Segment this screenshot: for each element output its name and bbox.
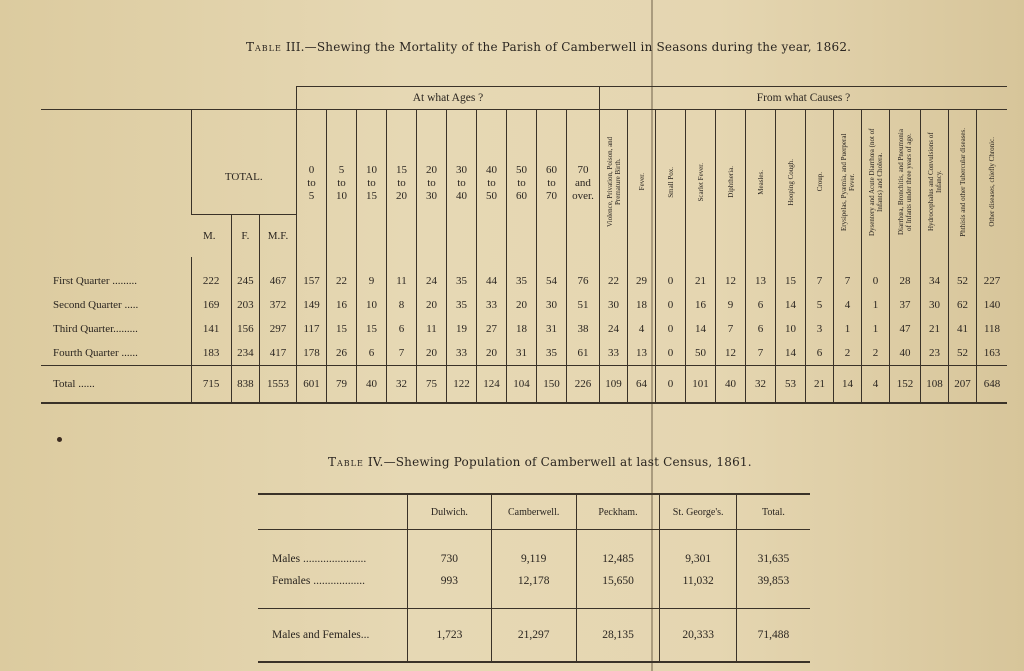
ink-spot (57, 437, 62, 442)
row-label: Males and Females... (258, 609, 408, 663)
table-cell: 207 (949, 366, 977, 404)
table-cell: 12 (716, 257, 746, 293)
table-cell: 203 (231, 293, 259, 317)
table-cell: 12 (716, 341, 746, 366)
table-cell: 183 (191, 341, 231, 366)
table-row (258, 570, 810, 609)
table-cell: 4 (862, 366, 890, 404)
table-cell: 4 (628, 317, 656, 341)
table-cell: 24 (417, 257, 447, 293)
table-cell: 222 (191, 257, 231, 293)
age-50-60: 50 to 60 (507, 110, 537, 258)
col-f: F. (231, 215, 259, 258)
table-cell: 20 (477, 341, 507, 366)
table-cell: 169 (191, 293, 231, 317)
table-cell: 7 (806, 257, 834, 293)
table-cell: 22 (327, 257, 357, 293)
table-cell: 52 (949, 257, 977, 293)
table-cell: 47 (890, 317, 921, 341)
table3-title (246, 40, 851, 54)
table-cell: 76 (567, 257, 600, 293)
total-row (258, 609, 810, 663)
table-cell: 62 (949, 293, 977, 317)
table-cell: 730 (408, 530, 492, 571)
table-cell: 3 (806, 317, 834, 341)
age-15-20: 15 to 20 (387, 110, 417, 258)
table-cell: 6 (746, 293, 776, 317)
mortality-body (41, 257, 1007, 403)
table-cell: 2 (862, 341, 890, 366)
table-cell: 33 (600, 341, 628, 366)
cause-scarlet-fever: Scarlet Fever. (686, 110, 716, 258)
table-cell: 0 (656, 257, 686, 293)
table-cell: 22 (600, 257, 628, 293)
table-cell: 152 (890, 366, 921, 404)
table-cell: 40 (357, 366, 387, 404)
cause-other-diseases: Other diseases, chiefly Chronic. (977, 110, 1008, 258)
table-cell: 19 (447, 317, 477, 341)
table-cell: 13 (628, 341, 656, 366)
table-cell: 21 (806, 366, 834, 404)
table-cell: 15 (327, 317, 357, 341)
table-cell: 0 (656, 317, 686, 341)
population-body (258, 530, 810, 663)
col-m: M. (191, 215, 231, 258)
table-cell: 6 (806, 341, 834, 366)
table-cell: 14 (776, 293, 806, 317)
row-label: Second Quarter ..... (53, 299, 139, 311)
table-cell: 16 (686, 293, 716, 317)
table-cell: 20 (417, 341, 447, 366)
cause-fever: Fever. (628, 110, 656, 258)
table-cell: 15,650 (576, 570, 660, 609)
table-cell: 108 (921, 366, 949, 404)
table-cell: 101 (686, 366, 716, 404)
table4-title-prefix: Table (328, 455, 364, 469)
table-cell: 39,853 (736, 570, 810, 609)
table-cell: 37 (890, 293, 921, 317)
table-cell: 0 (656, 293, 686, 317)
table-cell: 41 (949, 317, 977, 341)
table-cell: 156 (231, 317, 259, 341)
table-cell: 104 (507, 366, 537, 404)
age-5-10: 5 to 10 (327, 110, 357, 258)
table-cell: 34 (921, 257, 949, 293)
table-cell: 9,301 (660, 530, 736, 571)
cause-diarrhoea-infants: Diarrhœa, Bronchitis, and Pneumonia of Infants under three years of age. (890, 110, 921, 258)
table-cell: 0 (656, 341, 686, 366)
table-cell: 24 (600, 317, 628, 341)
table-cell: 140 (977, 293, 1008, 317)
table-cell: 38 (567, 317, 600, 341)
table-cell: 141 (191, 317, 231, 341)
table-cell: 29 (628, 257, 656, 293)
table-cell: 28 (890, 257, 921, 293)
table-cell: 467 (259, 257, 296, 293)
age-10-15: 10 to 15 (357, 110, 387, 258)
table4-title (328, 455, 752, 469)
row-label: Females .................. (272, 575, 365, 587)
table-cell: 245 (231, 257, 259, 293)
table-cell: 14 (686, 317, 716, 341)
table-cell: 50 (686, 341, 716, 366)
table-cell: 10 (357, 293, 387, 317)
age-0-5: 0 to 5 (297, 110, 327, 258)
table-cell: 417 (259, 341, 296, 366)
age-20-30: 20 to 30 (417, 110, 447, 258)
table-cell: 838 (231, 366, 259, 404)
table-cell: 51 (567, 293, 600, 317)
table-cell: 993 (408, 570, 492, 609)
cause-dysentery: Dysentery and Acute Diarrhœa (not of Infants) and Cholera. (862, 110, 890, 258)
table-cell: 9 (716, 293, 746, 317)
table-cell: 79 (327, 366, 357, 404)
col-st-georges: St. George's. (660, 494, 736, 530)
table-cell: 52 (949, 341, 977, 366)
col-peckham: Peckham. (576, 494, 660, 530)
table-cell: 2 (834, 341, 862, 366)
table-cell: 109 (600, 366, 628, 404)
table-row (41, 293, 1007, 317)
table-cell: 6 (357, 341, 387, 366)
population-table (258, 493, 810, 663)
table-cell: 5 (806, 293, 834, 317)
col-camberwell: Camberwell. (491, 494, 576, 530)
cause-diphtheria: Diphtheria. (716, 110, 746, 258)
table-cell: 31 (537, 317, 567, 341)
cause-hydrocephalus: Hydrocephalus and Convulsions of Infancy. (921, 110, 949, 258)
cause-croup: Croup. (806, 110, 834, 258)
table-cell: 15 (776, 257, 806, 293)
table-cell: 31 (507, 341, 537, 366)
cause-small-pox: Small Pox. (656, 110, 686, 258)
table-cell: 1553 (259, 366, 296, 404)
cause-phthisis: Phthisis and other Tubercular diseases. (949, 110, 977, 258)
table-cell: 6 (746, 317, 776, 341)
table-cell: 14 (834, 366, 862, 404)
ages-header: At what Ages ? (297, 87, 600, 110)
table-cell: 11,032 (660, 570, 736, 609)
table-cell: 122 (447, 366, 477, 404)
table-cell: 226 (567, 366, 600, 404)
causes-header: From what Causes ? (600, 87, 1008, 110)
row-label: First Quarter ......... (53, 275, 138, 287)
table-cell: 715 (191, 366, 231, 404)
table-cell: 32 (746, 366, 776, 404)
cause-erysipelas: Erysipelas, Pyæmia, and Puerperal Fever. (834, 110, 862, 258)
table-cell: 35 (447, 257, 477, 293)
cause-hooping-cough: Hooping Cough. (776, 110, 806, 258)
table-cell: 27 (477, 317, 507, 341)
total-row (41, 366, 1007, 404)
table-cell: 40 (716, 366, 746, 404)
table-cell: 23 (921, 341, 949, 366)
table-cell: 648 (977, 366, 1008, 404)
row-label: Total ...... (41, 366, 191, 404)
table-cell: 149 (297, 293, 327, 317)
table-cell: 30 (600, 293, 628, 317)
table-cell: 28,135 (576, 609, 660, 663)
table4-title-text: —Shewing Population of Camberwell at last Census, 1861. (383, 455, 752, 469)
table-cell: 7 (746, 341, 776, 366)
table-cell: 12,178 (491, 570, 576, 609)
table3-title-num: III. (285, 40, 305, 54)
table-cell: 11 (417, 317, 447, 341)
col-dulwich: Dulwich. (408, 494, 492, 530)
col-total: Total. (736, 494, 810, 530)
table3-title-prefix: Table (246, 40, 282, 54)
table-cell: 10 (776, 317, 806, 341)
table-cell: 33 (447, 341, 477, 366)
table-cell: 20,333 (660, 609, 736, 663)
table-cell: 16 (327, 293, 357, 317)
table-cell: 35 (507, 257, 537, 293)
table-row (41, 341, 1007, 366)
table-cell: 1 (834, 317, 862, 341)
table-cell: 61 (567, 341, 600, 366)
table-cell: 30 (921, 293, 949, 317)
total-header: TOTAL. (191, 110, 297, 215)
table-cell: 601 (297, 366, 327, 404)
table-cell: 35 (447, 293, 477, 317)
table-cell: 1 (862, 293, 890, 317)
table-cell: 53 (776, 366, 806, 404)
table-cell: 8 (387, 293, 417, 317)
table-cell: 35 (537, 341, 567, 366)
table-cell: 33 (477, 293, 507, 317)
table-cell: 124 (477, 366, 507, 404)
table-cell: 7 (834, 257, 862, 293)
table-cell: 13 (746, 257, 776, 293)
table-cell: 20 (507, 293, 537, 317)
table-cell: 150 (537, 366, 567, 404)
table-row (258, 530, 810, 571)
table-cell: 26 (327, 341, 357, 366)
table-cell: 227 (977, 257, 1008, 293)
table-cell: 54 (537, 257, 567, 293)
table-cell: 30 (537, 293, 567, 317)
table-cell: 21 (686, 257, 716, 293)
table-cell: 15 (357, 317, 387, 341)
table-cell: 18 (507, 317, 537, 341)
cause-violence: Violence, Privation, Poison, and Premature Birth. (600, 110, 628, 258)
table-cell: 18 (628, 293, 656, 317)
table-cell: 117 (297, 317, 327, 341)
table-cell: 1,723 (408, 609, 492, 663)
table-cell: 9 (357, 257, 387, 293)
table-cell: 31,635 (736, 530, 810, 571)
table-cell: 372 (259, 293, 296, 317)
table-cell: 12,485 (576, 530, 660, 571)
row-label: Fourth Quarter ...... (53, 347, 138, 359)
age-70-over: 70 and over. (567, 110, 600, 258)
table-cell: 178 (297, 341, 327, 366)
table-cell: 32 (387, 366, 417, 404)
table-cell: 64 (628, 366, 656, 404)
row-label: Third Quarter......... (53, 323, 138, 335)
table-cell: 118 (977, 317, 1008, 341)
table-cell: 163 (977, 341, 1008, 366)
table-cell: 21,297 (491, 609, 576, 663)
table-row (41, 317, 1007, 341)
table-cell: 234 (231, 341, 259, 366)
age-60-70: 60 to 70 (537, 110, 567, 258)
row-label: Males ...................... (272, 553, 367, 565)
table-cell: 157 (297, 257, 327, 293)
table-cell: 1 (862, 317, 890, 341)
table-cell: 75 (417, 366, 447, 404)
table-cell: 4 (834, 293, 862, 317)
table-cell: 20 (417, 293, 447, 317)
table-cell: 14 (776, 341, 806, 366)
table4-title-num: IV. (367, 455, 384, 469)
age-30-40: 30 to 40 (447, 110, 477, 258)
table-cell: 11 (387, 257, 417, 293)
table-cell: 21 (921, 317, 949, 341)
age-40-50: 40 to 50 (477, 110, 507, 258)
table-cell: 0 (862, 257, 890, 293)
table-cell: 44 (477, 257, 507, 293)
table-cell: 71,488 (736, 609, 810, 663)
table-cell: 40 (890, 341, 921, 366)
table-cell: 9,119 (491, 530, 576, 571)
table-cell: 7 (387, 341, 417, 366)
table-cell: 7 (716, 317, 746, 341)
table-cell: 0 (656, 366, 686, 404)
col-mf: M.F. (259, 215, 296, 258)
table-row (41, 257, 1007, 293)
table3-title-text: —Shewing the Mortality of the Parish of Camberwell in Seasons during the year, 1862. (304, 40, 852, 54)
mortality-table (41, 86, 1007, 404)
cause-measles: Measles. (746, 110, 776, 258)
table-cell: 6 (387, 317, 417, 341)
table-cell: 297 (259, 317, 296, 341)
